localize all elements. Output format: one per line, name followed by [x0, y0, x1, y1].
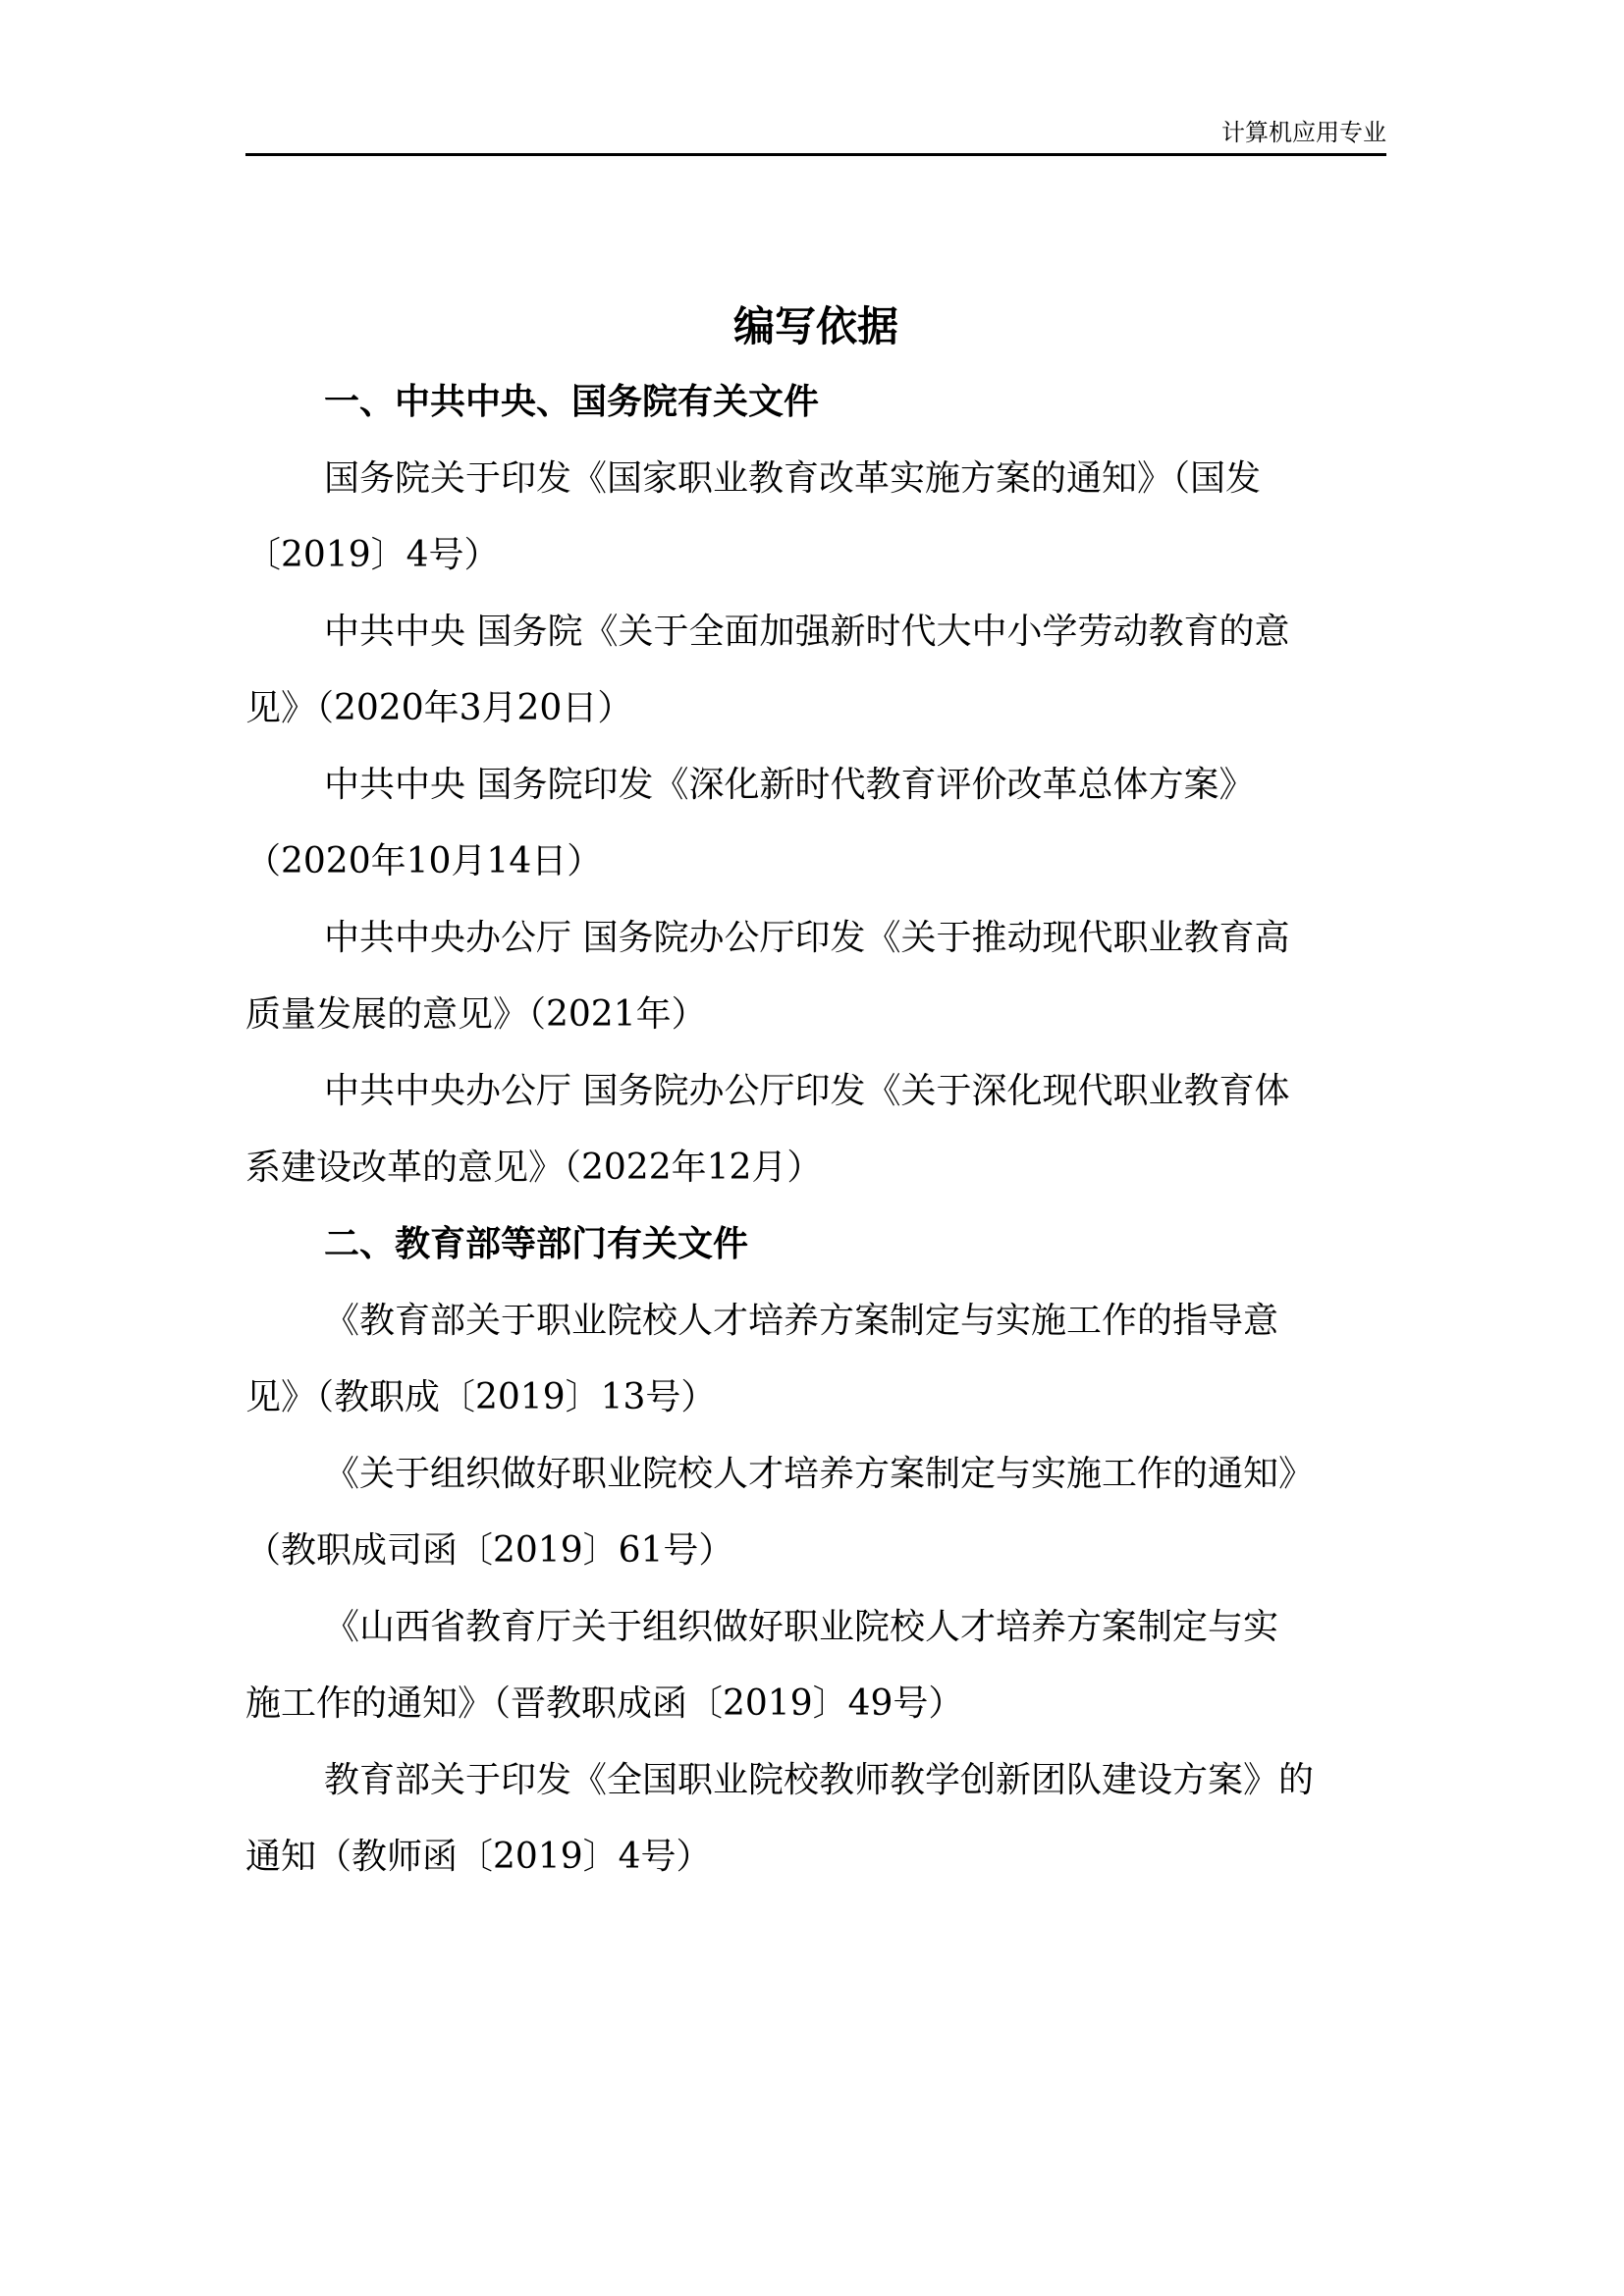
basis-item [245, 1589, 1386, 1742]
page-header [245, 110, 1386, 156]
basis-line: 《山西省教育厅关于组织做好职业院校人才培养方案制定与实 [324, 1607, 1279, 1647]
basis-item [245, 747, 1386, 900]
document-title: 编写依据 [732, 302, 898, 350]
section-central-documents [245, 364, 1386, 1206]
basis-line: 中共中央办公厅 国务院办公厅印发《关于深化现代职业教育体 [324, 1071, 1290, 1111]
basis-item [245, 594, 1386, 747]
basis-line: 中共中央办公厅 国务院办公厅印发《关于推动现代职业教育高 [324, 918, 1290, 958]
basis-line: 施工作的通知》（晋教职成函〔2019〕49号） [245, 1683, 964, 1724]
basis-item [245, 1742, 1386, 1896]
basis-line: 中共中央 国务院印发《深化新时代教育评价改革总体方案》 [324, 765, 1255, 805]
basis-line: 《关于组织做好职业院校人才培养方案制定与实施工作的通知》 [324, 1454, 1315, 1494]
basis-item [245, 1436, 1386, 1589]
basis-line: 国务院关于印发《国家职业教育改革实施方案的通知》（国发 [324, 458, 1262, 499]
section-ministry-documents [245, 1206, 1386, 1896]
basis-line: 教育部关于印发《全国职业院校教师教学创新团队建设方案》的 [324, 1760, 1315, 1800]
basis-item [245, 900, 1386, 1053]
basis-line: 见》（教职成〔2019〕13号） [245, 1377, 717, 1417]
basis-line: 中共中央 国务院《关于全面加强新时代大中小学劳动教育的意 [324, 612, 1290, 652]
basis-line: 见》（2020年3月20日） [245, 688, 633, 728]
header-title: 计算机应用专业 [1221, 119, 1386, 146]
basis-line: 〔2019〕4号） [245, 535, 500, 575]
section-heading: 一、中共中央、国务院有关文件 [324, 382, 820, 422]
basis-item [245, 1283, 1386, 1436]
basis-line: （2020年10月14日） [245, 841, 603, 881]
basis-item [245, 1053, 1386, 1206]
basis-line: （教职成司函〔2019〕61号） [245, 1530, 734, 1571]
section-heading: 二、教育部等部门有关文件 [324, 1224, 749, 1264]
basis-item [245, 441, 1386, 594]
basis-line: 质量发展的意见》（2021年） [245, 994, 707, 1035]
document-content [245, 290, 1386, 1896]
basis-line: 《教育部关于职业院校人才培养方案制定与实施工作的指导意 [324, 1301, 1279, 1341]
basis-line: 通知（教师函〔2019〕4号） [245, 1837, 712, 1877]
basis-line: 系建设改革的意见》（2022年12月） [245, 1148, 823, 1188]
